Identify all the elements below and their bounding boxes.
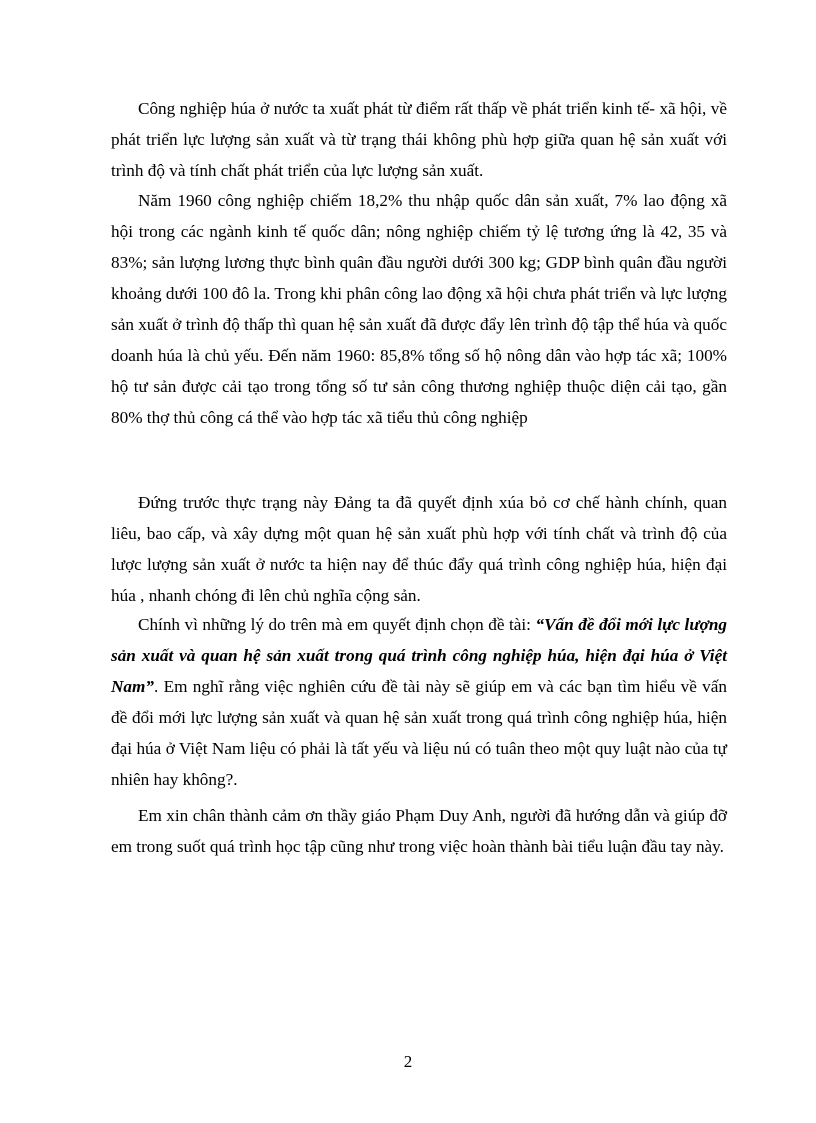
paragraph-acknowledgement: Em xin chân thành cảm ơn thầy giáo Phạm Duy Anh, người đã hướng dẫn và giúp đỡ em trong suốt quá trình học tập cũng như trong việc hoàn thành bài tiểu luận đầu tay này. bbox=[111, 806, 727, 856]
topic-title: “Vấn đề đổi mới lực lượng sản xuất và quan hệ sản xuất trong quá trình công nghiệp húa, hiện đại húa ở Việt Nam” bbox=[111, 615, 727, 696]
paragraph-party-decision: Đứng trước thực trạng này Đảng ta đã quyết định xúa bỏ cơ chế hành chính, quan liêu, bao cấp, và xây dựng một quan hệ sản xuất phù hợp với tính chất và trình độ của lược lượng sản xuất ở nước ta hiện nay để thúc đẩy quá trình công nghiệp húa, hiện đại húa , nhanh chóng đi lên chủ nghĩa cộng sản. bbox=[111, 493, 727, 605]
paragraph-statistics-1960: Năm 1960 công nghiệp chiếm 18,2% thu nhập quốc dân sản xuất, 7% lao động xã hội trong các ngành kinh tế quốc dân; nông nghiệp chiếm tỷ lệ tương ứng là 42, 35 và 83%; sản lượng lương thực bình quân đầu người dưới 300 kg; GDP bình quân đầu người khoảng dưới 100 đô la. Trong khi phân công lao động xã hội chưa phát triển và lực lượng sản xuất ở trình độ thấp thì quan hệ sản xuất đã được đẩy lên trình độ tập thể húa và quốc doanh húa là chủ yếu. Đến năm 1960: 85,8% tổng số hộ nông dân vào hợp tác xã; 100% hộ tư sản được cải tạo trong tổng số tư sản công thương nghiệp thuộc diện cải tạo, gần 80% thợ thủ công cá thể vào hợp tác xã tiểu thủ công nghiệp bbox=[111, 191, 727, 427]
paragraph-topic-choice bbox=[111, 609, 727, 795]
page-number: 2 bbox=[403, 1052, 413, 1071]
topic-lead-text: Chính vì những lý do trên mà em quyết định chọn đề tài: bbox=[138, 615, 536, 634]
topic-follow-text: . Em nghĩ rằng việc nghiên cứu đề tài này sẽ giúp em và các bạn tìm hiểu về vấn đề đổi mới lực lượng sản xuất và quan hệ sản xuất trong quá trình công nghiệp húa, hiện đại húa ở Việt Nam liệu có phải là tất yếu và liệu nú có tuân theo một quy luật nào của tự nhiên hay không?. bbox=[111, 677, 727, 789]
paragraph-intro: Công nghiệp húa ở nước ta xuất phát từ điểm rất thấp về phát triển kinh tế- xã hội, về phát triển lực lượng sản xuất và từ trạng thái không phù hợp giữa quan hệ sản xuất với trình độ và tính chất phát triển của lực lượng sản xuất. bbox=[111, 99, 727, 180]
